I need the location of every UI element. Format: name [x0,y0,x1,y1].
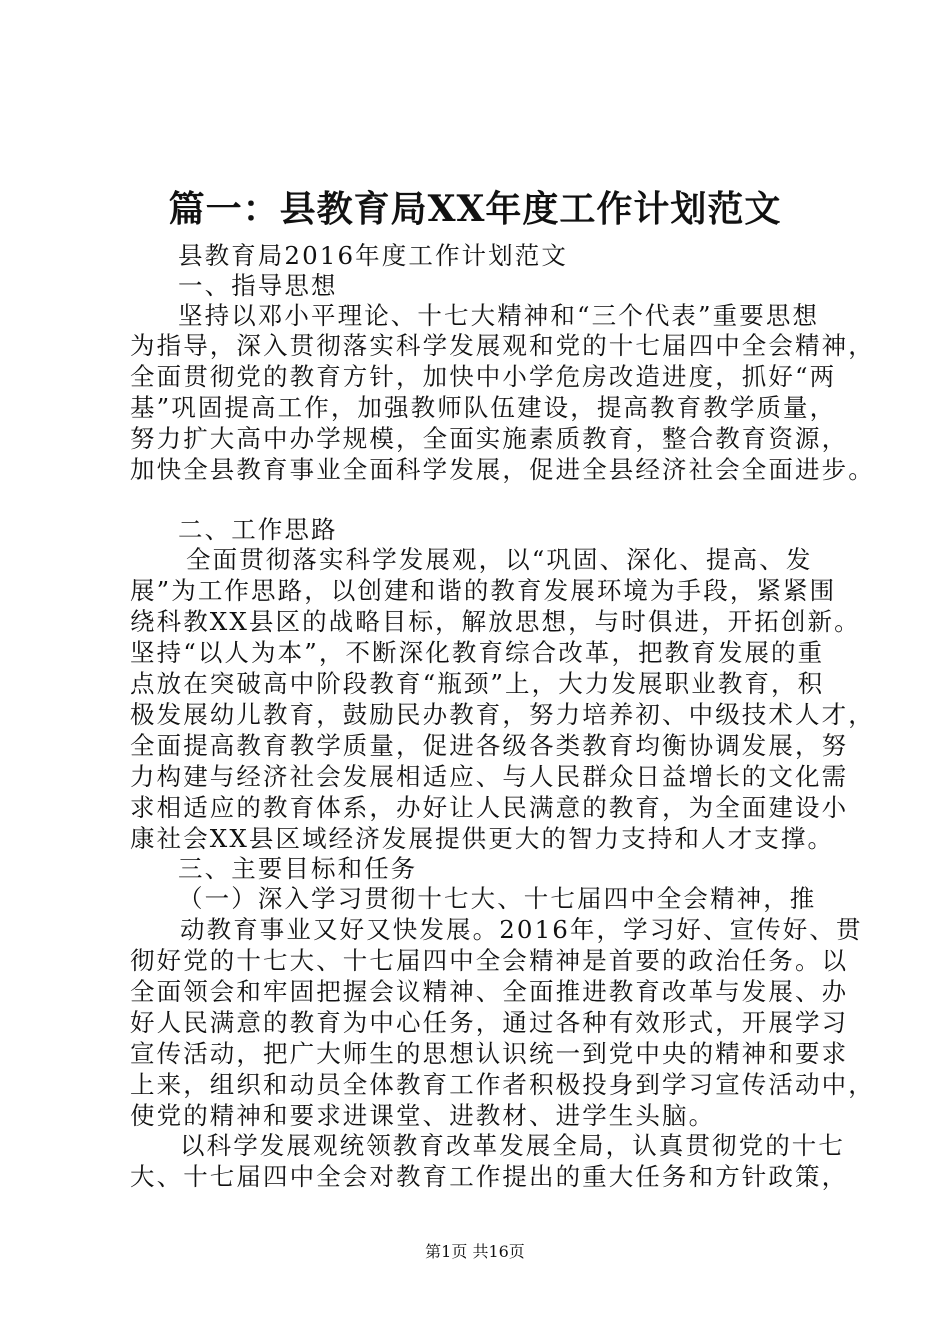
paragraph-line: 康社会XX县区域经济发展提供更大的智力支持和人才支撑。 [130,824,835,853]
paragraph-line: 好人民满意的教育为中心任务，通过各种有效形式，开展学习 [130,1008,849,1037]
paragraph-line: 求相适应的教育体系，办好让人民满意的教育，为全面建设小 [130,793,849,822]
paragraph-line: 展”为工作思路，以创建和谐的教育发展环境为手段，紧紧围 [130,576,837,605]
subtitle-line: 县教育局2016年度工作计划范文 [178,241,568,270]
paragraph-line: 使党的精神和要求进课堂、进教材、进学生头脑。 [130,1101,716,1130]
paragraph-line: 基”巩固提高工作，加强教师队伍建设，提高教育教学质量， [130,393,837,422]
document-title: 篇一：县教育局XX年度工作计划范文 [168,188,782,230]
paragraph-line: 动教育事业又好又快发展。2016年，学习好、宣传好、贯 [180,915,863,944]
paragraph-line: 点放在突破高中阶段教育“瓶颈”上，大力发展职业教育，积 [130,669,825,698]
section-heading-1: 一、指导思想 [178,271,338,300]
paragraph-line: 以科学发展观统领教育改革发展全局，认真贯彻党的十七 [180,1131,845,1160]
paragraph-line: （一）深入学习贯彻十七大、十七届四中全会精神，推 [178,884,817,913]
paragraph-line: 极发展幼儿教育，鼓励民办教育，努力培养初、中级技术人才， [130,700,875,729]
paragraph-line: 坚持以邓小平理论、十七大精神和“三个代表”重要思想 [178,301,820,330]
paragraph-line: 全面领会和牢固把握会议精神、全面推进教育改革与发展、办 [130,977,849,1006]
paragraph-line: 全面贯彻党的教育方针，加快中小学危房改造进度，抓好“两 [130,362,837,391]
section-heading-3: 三、主要目标和任务 [178,854,418,883]
paragraph-line: 大、十七届四中全会对教育工作提出的重大任务和方针政策， [130,1162,849,1191]
paragraph-line: 上来，组织和动员全体教育工作者积极投身到学习宣传活动中， [130,1070,875,1099]
paragraph-line: 力构建与经济社会发展相适应、与人民群众日益增长的文化需 [130,762,849,791]
section-heading-2: 二、工作思路 [178,515,338,544]
paragraph-line: 全面提高教育教学质量，促进各级各类教育均衡协调发展，努 [130,731,849,760]
paragraph-line: 努力扩大高中办学规模，全面实施素质教育，整合教育资源， [130,424,849,453]
paragraph-line: 彻好党的十七大、十七届四中全会精神是首要的政治任务。以 [130,946,849,975]
paragraph-line: 为指导，深入贯彻落实科学发展观和党的十七届四中全会精神， [130,331,875,360]
page-indicator: 第1页 共16页 [425,1242,525,1261]
paragraph-line: 宣传活动，把广大师生的思想认识统一到党中央的精神和要求 [130,1039,849,1068]
paragraph-line: 加快全县教育事业全面科学发展，促进全县经济社会全面进步。 [130,455,875,484]
paragraph-line: 坚持“以人为本”，不断深化教育综合改革，把教育发展的重 [130,638,825,667]
paragraph-line: 全面贯彻落实科学发展观，以“巩固、深化、提高、发 [186,545,813,574]
paragraph-line: 绕科教XX县区的战略目标，解放思想，与时俱进，开拓创新。 [130,607,861,636]
